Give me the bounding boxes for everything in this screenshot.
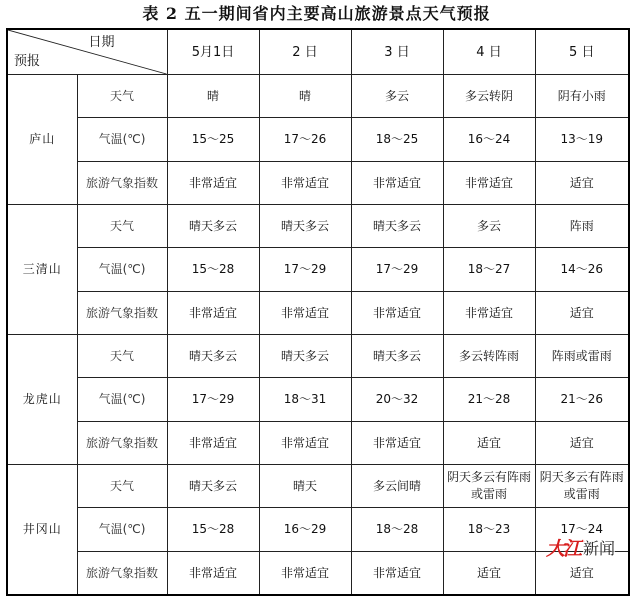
index-cell: 非常适宜 (259, 292, 351, 335)
weather-cell: 晴天多云 (351, 335, 443, 378)
temperature-cell: 17～29 (351, 248, 443, 292)
index-cell: 非常适宜 (351, 552, 443, 596)
row-label-weather: 天气 (77, 335, 167, 378)
corner-header-cell (7, 29, 167, 75)
weather-cell: 多云间晴 (351, 465, 443, 508)
weather-cell: 晴天多云 (259, 205, 351, 248)
temperature-cell: 21～26 (535, 378, 629, 422)
temperature-cell: 20～32 (351, 378, 443, 422)
index-cell: 非常适宜 (443, 162, 535, 205)
temperature-cell: 15～28 (167, 508, 259, 552)
date-header-4: 4 日 (443, 29, 535, 75)
table-row (7, 162, 629, 205)
index-cell: 非常适宜 (259, 422, 351, 465)
corner-date-label: 日期 (88, 35, 115, 50)
row-label-weather: 天气 (77, 75, 167, 118)
index-cell: 非常适宜 (167, 422, 259, 465)
header-row (7, 29, 629, 75)
temperature-cell: 18～27 (443, 248, 535, 292)
weather-cell: 晴天多云 (167, 205, 259, 248)
index-cell: 适宜 (443, 422, 535, 465)
index-cell: 非常适宜 (259, 162, 351, 205)
row-label-index: 旅游气象指数 (77, 422, 167, 465)
index-cell: 非常适宜 (351, 162, 443, 205)
area-name-cell: 庐山 (7, 75, 77, 205)
index-cell: 非常适宜 (259, 552, 351, 596)
index-cell: 适宜 (535, 552, 629, 596)
weather-cell: 阵雨或雷雨 (535, 335, 629, 378)
weather-cell: 晴天多云 (351, 205, 443, 248)
index-cell: 非常适宜 (351, 422, 443, 465)
table-row (7, 248, 629, 292)
weather-cell: 晴天 (259, 465, 351, 508)
weather-cell: 阴有小雨 (535, 75, 629, 118)
corner-forecast-label: 预报 (14, 54, 41, 69)
date-header-5: 5 日 (535, 29, 629, 75)
weather-cell: 阵雨 (535, 205, 629, 248)
watermark-logo: 大江 (545, 537, 580, 560)
index-cell: 非常适宜 (167, 552, 259, 596)
index-cell: 适宜 (443, 552, 535, 596)
temperature-cell: 15～28 (167, 248, 259, 292)
weather-cell: 多云转阴 (443, 75, 535, 118)
table-row (7, 118, 629, 162)
temperature-cell: 18～23 (443, 508, 535, 552)
weather-cell: 多云 (351, 75, 443, 118)
weather-cell: 晴 (259, 75, 351, 118)
weather-cell: 多云转阵雨 (443, 335, 535, 378)
date-header-1: 5月1日 (167, 29, 259, 75)
table-row (7, 335, 629, 378)
weather-cell: 晴天多云 (259, 335, 351, 378)
weather-cell: 阴天多云有阵雨或雷雨 (535, 465, 629, 508)
watermark (546, 533, 615, 561)
temperature-cell: 18～28 (351, 508, 443, 552)
index-cell: 适宜 (535, 422, 629, 465)
table-row (7, 508, 629, 552)
temperature-cell: 17～29 (259, 248, 351, 292)
index-cell: 适宜 (535, 162, 629, 205)
table-row (7, 205, 629, 248)
row-label-temperature: 气温(℃) (77, 508, 167, 552)
temperature-cell: 21～28 (443, 378, 535, 422)
weather-cell: 晴天多云 (167, 465, 259, 508)
row-label-index: 旅游气象指数 (77, 292, 167, 335)
index-cell: 非常适宜 (351, 292, 443, 335)
temperature-cell: 17～26 (259, 118, 351, 162)
temperature-cell: 16～24 (443, 118, 535, 162)
temperature-cell: 13～19 (535, 118, 629, 162)
area-name-cell: 龙虎山 (7, 335, 77, 465)
weather-cell: 阴天多云有阵雨或雷雨 (443, 465, 535, 508)
temperature-cell: 15～25 (167, 118, 259, 162)
weather-forecast-table (6, 28, 630, 596)
table-row (7, 75, 629, 118)
date-header-2: 2 日 (259, 29, 351, 75)
temperature-cell: 16～29 (259, 508, 351, 552)
table-row (7, 422, 629, 465)
index-cell: 非常适宜 (167, 292, 259, 335)
temperature-cell: 18～31 (259, 378, 351, 422)
row-label-index: 旅游气象指数 (77, 162, 167, 205)
weather-cell: 晴天多云 (167, 335, 259, 378)
table-row (7, 552, 629, 596)
row-label-weather: 天气 (77, 465, 167, 508)
row-label-temperature: 气温(℃) (77, 118, 167, 162)
area-name-cell: 井冈山 (7, 465, 77, 596)
area-name-cell: 三清山 (7, 205, 77, 335)
temperature-cell: 14～26 (535, 248, 629, 292)
watermark-text: 新闻 (583, 536, 615, 559)
weather-cell: 晴 (167, 75, 259, 118)
row-label-weather: 天气 (77, 205, 167, 248)
row-label-temperature: 气温(℃) (77, 378, 167, 422)
temperature-cell: 18～25 (351, 118, 443, 162)
table-row (7, 292, 629, 335)
table-title: 表 2 五一期间省内主要高山旅游景点天气预报 (142, 4, 491, 23)
row-label-temperature: 气温(℃) (77, 248, 167, 292)
weather-cell: 多云 (443, 205, 535, 248)
row-label-index: 旅游气象指数 (77, 552, 167, 596)
date-header-3: 3 日 (351, 29, 443, 75)
index-cell: 适宜 (535, 292, 629, 335)
temperature-cell: 17～29 (167, 378, 259, 422)
table-row (7, 378, 629, 422)
table-row (7, 465, 629, 508)
index-cell: 非常适宜 (443, 292, 535, 335)
temperature-cell: 17～24 (535, 508, 629, 552)
index-cell: 非常适宜 (167, 162, 259, 205)
